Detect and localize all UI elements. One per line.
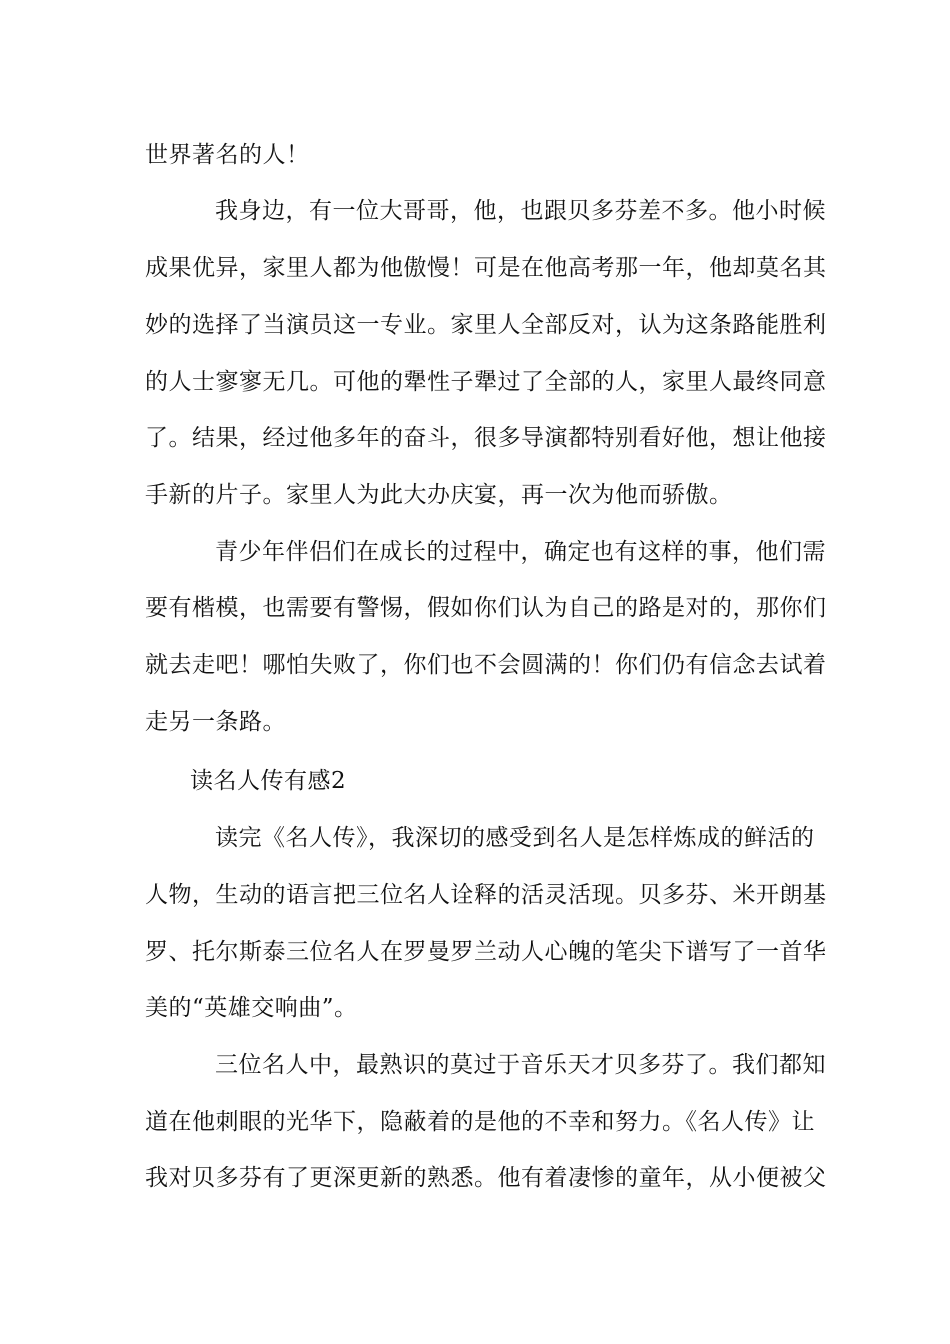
text-line: 三位名人中，最熟识的莫过于音乐天才贝多芬了。我们都知: [215, 1052, 826, 1078]
text-line: 我对贝多芬有了更深更新的熟悉。他有着凄惨的童年，从小便被父: [145, 1165, 827, 1191]
text-line: 成果优异，家里人都为他傲慢！可是在他高考那一年，他却莫名其: [145, 255, 827, 281]
text-line: 罗、托尔斯泰三位名人在罗曼罗兰动人心魄的笔尖下谱写了一首华: [145, 939, 827, 965]
text-line: 人物，生动的语言把三位名人诠释的活灵活现。贝多芬、米开朗基: [145, 882, 827, 908]
text-line: 的人士寥寥无几。可他的犟性子犟过了全部的人，家里人最终同意: [145, 369, 827, 395]
text-line: 青少年伴侣们在成长的过程中，确定也有这样的事，他们需: [215, 539, 826, 565]
text-line: 就去走吧！哪怕失败了，你们也不会圆满的！你们仍有信念去试着: [145, 652, 827, 678]
text-line: 美的“英雄交响曲”。: [145, 995, 358, 1021]
text-line: 读完《名人传》，我深切的感受到名人是怎样炼成的鲜活的: [215, 825, 815, 851]
text-line: 了。结果，经过他多年的奋斗，很多导演都特别看好他，想让他接: [145, 425, 827, 451]
text-line: 我身边，有一位大哥哥，他，也跟贝多芬差不多。他小时候: [215, 198, 826, 224]
text-line: 妙的选择了当演员这一专业。家里人全部反对，认为这条路能胜利: [145, 312, 827, 338]
text-line: 要有楷模，也需要有警惕，假如你们认为自己的路是对的，那你们: [145, 595, 827, 621]
text-line: 道在他刺眼的光华下，隐蔽着的是他的不幸和努力。《名人传》让: [145, 1109, 815, 1135]
text-line: 世界著名的人！: [145, 142, 310, 168]
section-heading: 读名人传有感2: [190, 768, 347, 794]
text-line: 走另一条路。: [145, 709, 286, 735]
text-line: 手新的片子。家里人为此大办庆宴，再一次为他而骄傲。: [145, 482, 733, 508]
